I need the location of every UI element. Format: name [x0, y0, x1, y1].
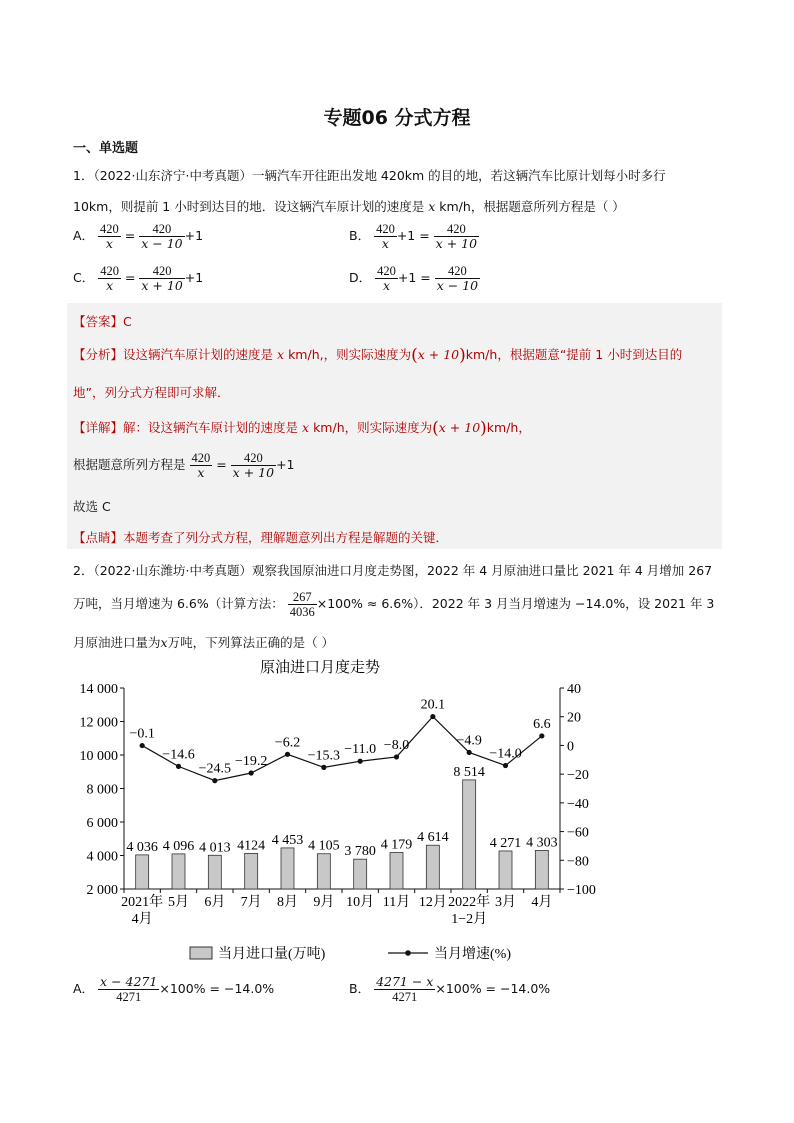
growth-point — [321, 765, 326, 770]
bar-value-label: 4 036 — [126, 839, 158, 855]
q1-option-b[interactable]: B． $\frac{420}{x}$ +1 = $\frac{420}{x + 10}$ — [349, 222, 478, 251]
bar — [136, 855, 149, 889]
growth-point — [358, 759, 363, 764]
x-tick-label: 3月 — [495, 895, 516, 910]
growth-point — [249, 770, 254, 775]
legend-line-marker — [405, 950, 411, 956]
growth-point — [467, 750, 472, 755]
growth-point — [212, 778, 217, 783]
q1-stem-line2: 10km，则提前 1 小时到达目的地．设这辆汽车原计划的速度是 x km/h，根据题意所列方程是（ ） — [73, 199, 625, 214]
x-tick-label: 4月 — [131, 912, 153, 927]
y-right-tick-label: −20 — [567, 768, 589, 784]
q1-option-c[interactable]: C． $\frac{420}{x}$ = $\frac{420}{x + 10}$ +1 — [73, 264, 204, 293]
bar-value-label: 4 614 — [417, 830, 449, 846]
bar — [245, 853, 258, 889]
bar-value-label: 8 514 — [453, 764, 485, 780]
analysis-line1: 【分析】设这辆汽车原计划的速度是 x km/h,，则实际速度为(x + 10)km/h，根据题意“提前 1 小时到达目的 — [73, 345, 683, 366]
growth-point — [285, 752, 290, 757]
x-tick-label: 8月 — [277, 895, 298, 910]
growth-value-label: 20.1 — [420, 697, 446, 713]
growth-point — [430, 714, 435, 719]
y-right-tick-label: −80 — [567, 854, 589, 870]
growth-point — [140, 743, 145, 748]
bar-value-label: 4 271 — [489, 835, 522, 851]
bar — [463, 780, 476, 889]
q2-stem-line3: 月原油进口量为x万吨，下列算法正确的是（ ） — [73, 635, 335, 650]
q1-option-a[interactable]: A． $\frac{420}{x}$ = $\frac{420}{x - 10}$ +1 — [73, 222, 204, 251]
x-tick-label: 10月 — [346, 895, 375, 910]
growth-value-label: −24.5 — [198, 761, 232, 777]
x-tick-label: 5月 — [168, 895, 189, 910]
growth-value-label: 6.6 — [533, 716, 551, 732]
crude-oil-import-chart — [60, 652, 620, 972]
growth-point — [176, 764, 181, 769]
bar — [499, 851, 512, 889]
bar — [354, 859, 367, 889]
bar — [208, 855, 221, 889]
y-right-tick-label: 40 — [567, 682, 581, 697]
x-tick-label: 9月 — [313, 895, 335, 910]
legend-line-label: 当月增速(%) — [434, 947, 511, 962]
growth-value-label: −19.2 — [234, 753, 268, 769]
x-tick-label: 2022年 — [448, 895, 491, 910]
y-left-tick-label: 12 000 — [79, 715, 118, 731]
growth-value-label: −14.6 — [162, 747, 195, 763]
growth-point — [503, 763, 508, 768]
bar — [281, 848, 294, 889]
bar — [535, 850, 548, 889]
bar — [390, 853, 403, 889]
growth-value-label: −6.2 — [274, 735, 301, 751]
q2-stem-line1: 2．（2022·山东潍坊·中考真题）观察我国原油进口月度走势图，2022 年 4 月原油进口量比 2021 年 4 月增加 267 — [73, 563, 713, 578]
chart-title: 原油进口月度走势 — [259, 660, 381, 676]
q2-option-b[interactable]: B． $\frac{4271 - x}{4271}$ ×100% = −14.0% — [349, 974, 551, 1004]
y-left-tick-label: 4 000 — [86, 849, 118, 865]
comment-line: 【点睛】本题考查了列分式方程，理解题意列出方程是解题的关键． — [73, 530, 449, 545]
x-tick-label: 7月 — [240, 895, 262, 910]
bar-value-label: 4 096 — [162, 838, 195, 854]
bar-value-label: 4 453 — [271, 832, 304, 848]
y-left-tick-label: 10 000 — [79, 749, 118, 764]
bar-value-label: 4 105 — [308, 838, 340, 854]
bar — [172, 854, 185, 889]
y-right-tick-label: −40 — [567, 796, 589, 812]
choose-line: 故选 C — [73, 499, 111, 514]
x-tick-label: 4月 — [531, 895, 553, 910]
growth-value-label: −11.0 — [344, 742, 377, 758]
answer-line: 【答案】C — [73, 314, 132, 329]
legend-bar-swatch — [190, 947, 212, 959]
y-left-tick-label: 6 000 — [86, 816, 118, 831]
growth-value-label: −4.9 — [456, 733, 482, 749]
analysis-line2: 地”，列分式方程即可求解． — [73, 385, 230, 400]
q2-option-a[interactable]: A． $\frac{x - 4271}{4271}$ ×100% = −14.0% — [73, 974, 275, 1004]
bar-value-label: 4124 — [237, 838, 266, 854]
legend-bar-label: 当月进口量(万吨) — [218, 947, 326, 962]
bar-value-label: 4 179 — [380, 837, 413, 853]
x-tick-label: 6月 — [204, 895, 226, 910]
x-tick-label: 2021年 — [121, 895, 164, 910]
bar — [426, 845, 439, 889]
growth-point — [539, 733, 544, 738]
y-right-tick-label: −60 — [567, 825, 589, 841]
bar-value-label: 3 780 — [344, 844, 376, 860]
bar — [317, 854, 330, 889]
q1-stem-line1: 1．（2022·山东济宁·中考真题）一辆汽车开往距出发地 420km 的目的地，若这辆汽车比原计划每小时多行 — [73, 168, 666, 183]
x-tick-label: 1−2月 — [451, 912, 488, 927]
x-tick-label: 12月 — [418, 895, 447, 910]
y-right-tick-label: 20 — [567, 710, 581, 726]
growth-value-label: −14.0 — [489, 746, 522, 762]
q1-option-d[interactable]: D． $\frac{420}{x}$ +1 = $\frac{420}{x - 10}$ — [349, 264, 479, 293]
growth-value-label: −15.3 — [307, 748, 341, 764]
growth-value-label: −0.1 — [129, 726, 155, 742]
q2-stem-line2: 万吨，当月增速为 6.6%（计算方法： $\frac{267}{4036}$ ×100% ≈ 6.6%）．2022 年 3 月当月增速为 −14.0%，设 2021 年 3 — [73, 590, 715, 619]
x-tick-label: 11月 — [382, 895, 411, 910]
bar-value-label: 4 303 — [526, 835, 558, 851]
y-right-tick-label: 0 — [567, 739, 574, 755]
y-left-tick-label: 8 000 — [86, 782, 118, 798]
detail-line1: 【详解】解：设这辆汽车原计划的速度是 x km/h，则实际速度为(x + 10)km/h， — [73, 418, 531, 439]
y-left-tick-label: 2 000 — [86, 883, 118, 898]
y-left-tick-label: 14 000 — [79, 682, 118, 697]
growth-point — [394, 754, 399, 759]
page-title: 专题06 分式方程 — [323, 107, 471, 129]
bar-value-label: 4 013 — [199, 840, 231, 856]
section-heading: 一、单选题 — [73, 141, 139, 156]
detail-equation: 根据题意所列方程是 $\frac{420}{x}$ = $\frac{420}{x + 10}$ +1 — [73, 451, 295, 480]
growth-value-label: −8.0 — [383, 737, 410, 753]
y-right-tick-label: −100 — [567, 883, 596, 898]
